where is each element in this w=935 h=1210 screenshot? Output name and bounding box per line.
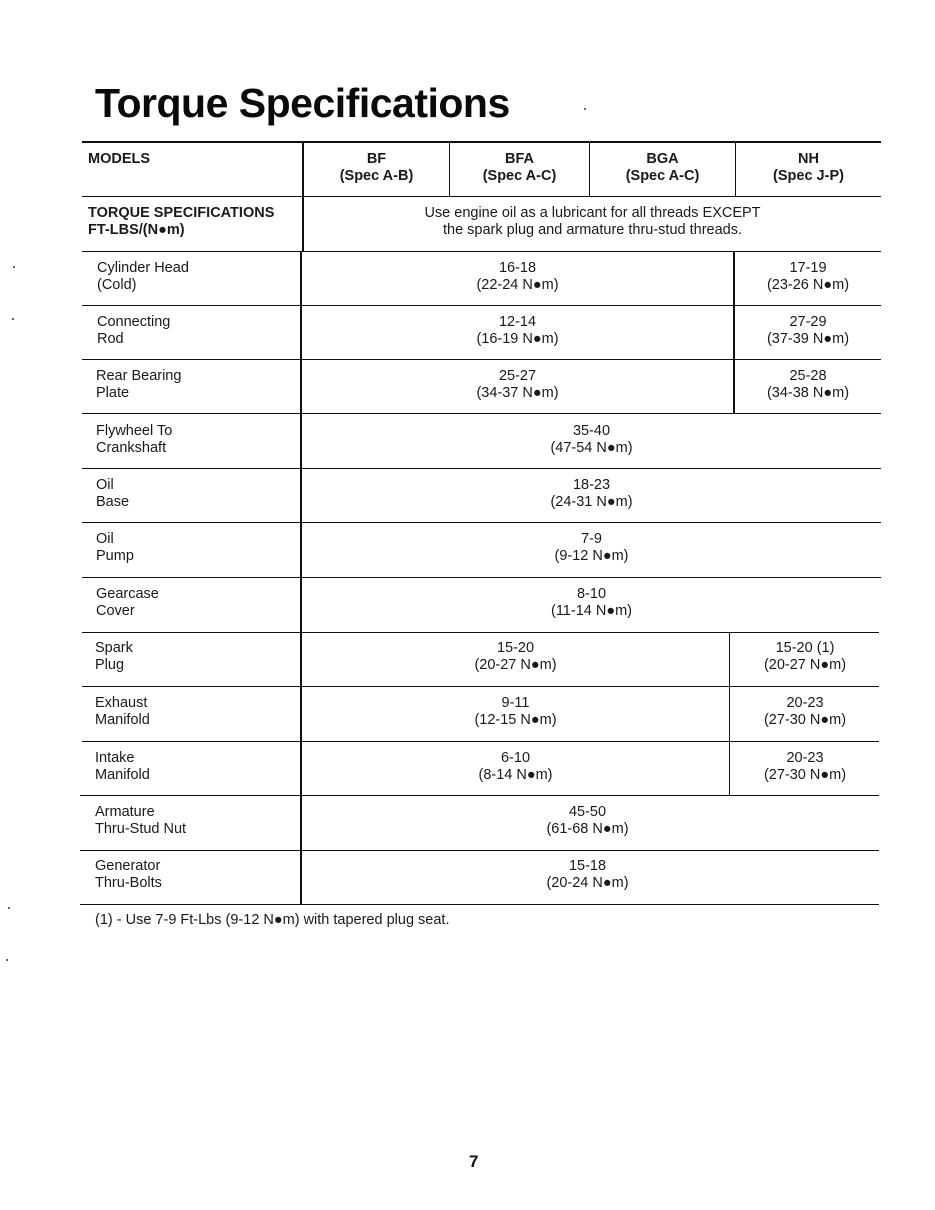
- torque-value-nh: 25-28 (34-38 N●m): [766, 368, 850, 401]
- model-spec: (Spec A-C): [625, 168, 700, 184]
- torque-value-main: 9-11 (12-15 N●m): [474, 695, 557, 728]
- model-name: BF: [366, 151, 387, 167]
- model-header-bga: [590, 151, 735, 185]
- table-row-label: Armature Thru-Stud Nut: [95, 804, 187, 837]
- model-spec: (Spec A-C): [482, 168, 557, 184]
- torque-value-main: 6-10 (8-14 N●m): [478, 750, 553, 783]
- scan-speck: [6, 959, 8, 961]
- torque-value-main: 15-20 (20-27 N●m): [474, 640, 557, 673]
- row-rule: [82, 686, 879, 687]
- torque-value-nh: 17-19 (23-26 N●m): [766, 260, 850, 293]
- table-row-label: Flywheel To Crankshaft: [96, 423, 173, 456]
- torque-value-main: 7-9 (9-12 N●m): [554, 531, 629, 564]
- page-title: Torque Specifications: [95, 80, 510, 126]
- row-rule: [82, 522, 881, 523]
- scan-speck: [8, 907, 10, 909]
- torque-value-nh: 15-20 (1) (20-27 N●m): [763, 640, 847, 673]
- model-spec: (Spec A-B): [339, 168, 414, 184]
- torque-value-nh: 20-23 (27-30 N●m): [763, 750, 847, 783]
- torque-value-main: 25-27 (34-37 N●m): [476, 368, 559, 401]
- model-header-bf: [304, 151, 449, 185]
- model-header-bfa: [450, 151, 589, 185]
- model-spec: (Spec J-P): [773, 168, 844, 184]
- table-row-label: Oil Pump: [96, 531, 134, 564]
- lubricant-note: Use engine oil as a lubricant for all threads EXCEPT the spark plug and armature thru-stud threads.: [424, 205, 761, 238]
- table-row-label: Exhaust Manifold: [95, 695, 150, 728]
- torque-value-nh: 20-23 (27-30 N●m): [763, 695, 847, 728]
- table-row-label: Generator Thru-Bolts: [95, 858, 162, 891]
- model-name: NH: [798, 151, 819, 167]
- table-row-label: Connecting Rod: [97, 314, 171, 347]
- table-row-label: Gearcase Cover: [96, 586, 159, 619]
- torque-value-main: 15-18 (20-24 N●m): [546, 858, 629, 891]
- row-rule: [82, 196, 881, 197]
- row-rule: [82, 251, 881, 252]
- row-rule: [82, 359, 881, 360]
- model-name: BFA: [505, 151, 534, 167]
- model-header-nh: [736, 151, 881, 185]
- row-rule: [82, 741, 879, 742]
- torque-value-main: 16-18 (22-24 N●m): [476, 260, 559, 293]
- table-top-rule: [82, 141, 881, 143]
- torque-value-main: 12-14 (16-19 N●m): [476, 314, 559, 347]
- scan-speck: [13, 266, 15, 268]
- row-rule: [82, 468, 881, 469]
- torque-value-main: 45-50 (61-68 N●m): [546, 804, 629, 837]
- table-row-label: Spark Plug: [95, 640, 133, 673]
- row-rule: [82, 577, 881, 578]
- row-rule: [80, 850, 879, 851]
- torque-value-main: 35-40 (47-54 N●m): [550, 423, 633, 456]
- torque-value-nh: 27-29 (37-39 N●m): [766, 314, 850, 347]
- torque-spec-label: TORQUE SPECIFICATIONS FT-LBS/(N●m): [88, 205, 275, 238]
- models-label: MODELS: [88, 151, 151, 167]
- torque-value-main: 8-10 (11-14 N●m): [550, 586, 632, 619]
- table-row-label: Rear Bearing Plate: [96, 368, 182, 401]
- table-row-label: Oil Base: [96, 477, 130, 510]
- page-number: 7: [469, 1152, 479, 1171]
- row-rule: [82, 305, 881, 306]
- torque-value-main: 18-23 (24-31 N●m): [550, 477, 633, 510]
- model-name: BGA: [646, 151, 679, 167]
- row-rule: [82, 632, 879, 633]
- scan-speck: [584, 108, 586, 110]
- row-rule: [80, 795, 879, 796]
- table-bottom-rule: [80, 904, 879, 905]
- table-row-label: Cylinder Head (Cold): [97, 260, 189, 293]
- table-row-label: Intake Manifold: [95, 750, 150, 783]
- scan-speck: [12, 318, 14, 320]
- row-rule: [82, 413, 881, 414]
- footnote: (1) - Use 7-9 Ft-Lbs (9-12 N●m) with tapered plug seat.: [95, 912, 450, 928]
